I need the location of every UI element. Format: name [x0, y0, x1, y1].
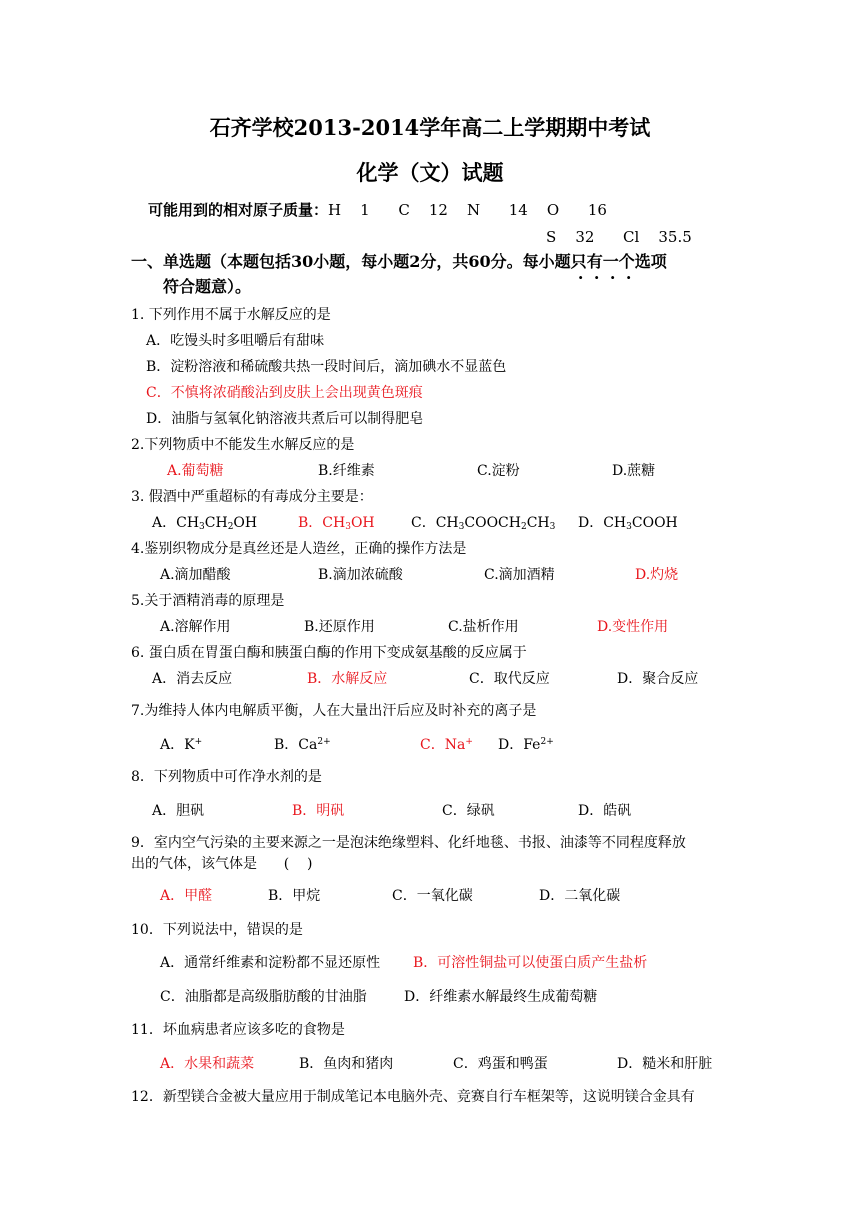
section-heading-text: 一、单选题（本题包括30小题，每小题2分，共60分。每小题 — [131, 252, 571, 271]
q2-option-d: D.蔗糖 — [612, 463, 656, 479]
q1-option-a: A．吃馒头时多咀嚼后有甜味 — [146, 333, 325, 349]
section-heading-emphasis — [571, 252, 635, 271]
q6-option-b: B．水解反应 — [307, 671, 388, 687]
emphasis-char: 只 — [570, 252, 587, 271]
q8-stem: 8．下列物质中可作净水剂的是 — [131, 769, 322, 785]
q10-option-b: B．可溶性铜盐可以使蛋白质产生盐析 — [413, 955, 648, 971]
emphasis-char: 一 — [602, 252, 619, 271]
q3-stem: 3. 假酒中严重超标的有毒成分主要是： — [131, 489, 373, 505]
q11-option-a: A．水果和蔬菜 — [160, 1056, 255, 1072]
q1-option-b: B．淀粉溶液和稀硫酸共热一段时间后，滴加碘水不显蓝色 — [146, 359, 507, 375]
q9-option-a: A．甲醛 — [160, 888, 213, 904]
q9-option-c: C．一氧化碳 — [392, 888, 473, 904]
section-heading — [131, 252, 667, 272]
atomic-mass-values-1: H 1 C 12 N 14 O 16 — [328, 201, 607, 219]
q5-option-c: C.盐析作用 — [448, 619, 519, 635]
q6-option-d: D．聚合反应 — [617, 671, 699, 687]
q4-option-a: A.滴加醋酸 — [160, 567, 231, 583]
q11-option-b: B．鱼肉和猪肉 — [299, 1056, 394, 1072]
page-subtitle: 化学（文）试题 — [356, 160, 504, 185]
atomic-mass-line1 — [148, 201, 607, 219]
atomic-mass-values-2: S 32 Cl 35.5 — [546, 228, 692, 246]
q7-option-c: C．Na+ — [420, 737, 473, 753]
q5-option-b: B.还原作用 — [304, 619, 375, 635]
q3-option-a: A．$CH_3CH_2OH$ — [152, 515, 258, 532]
q8-option-b: B．明矾 — [292, 803, 345, 819]
q1-option-c: C．不慎将浓硝酸沾到皮肤上会出现黄色斑痕 — [146, 385, 423, 401]
q8-option-c: C．绿矾 — [442, 803, 495, 819]
q3-option-b: B．$CH_3OH$ — [298, 515, 375, 532]
q3-option-c: C．$CH_3COOCH_2CH_3$ — [411, 515, 556, 532]
q9-option-b: B．甲烷 — [268, 888, 321, 904]
q6-stem: 6. 蛋白质在胃蛋白酶和胰蛋白酶的作用下变成氨基酸的反应属于 — [131, 645, 527, 661]
q11-stem: 11．坏血病患者应该多吃的食物是 — [131, 1022, 345, 1038]
page-title: 石齐学校2013-2014学年高二上学期期中考试 — [209, 115, 651, 140]
q2-option-c: C.淀粉 — [477, 463, 520, 479]
q2-option-b: B.纤维素 — [318, 463, 375, 479]
q4-stem: 4.鉴别织物成分是真丝还是人造丝，正确的操作方法是 — [131, 541, 467, 557]
q8-option-a: A．胆矾 — [152, 803, 205, 819]
q12-stem: 12．新型镁合金被大量应用于制成笔记本电脑外壳、竞赛自行车框架等，这说明镁合金具有 — [131, 1089, 695, 1105]
q9-stem-line1: 9．室内空气污染的主要来源之一是泡沫绝缘塑料、化纤地毯、书报、油漆等不同程度释放 — [131, 835, 686, 851]
emphasis-char: 个 — [618, 252, 635, 271]
q1-option-d: D．油脂与氢氧化钠溶液共煮后可以制得肥皂 — [146, 411, 424, 427]
q10-option-d: D．纤维素水解最终生成葡萄糖 — [404, 989, 598, 1005]
q5-option-a: A.溶解作用 — [160, 619, 231, 635]
q3-option-d: D．$CH_3COOH$ — [578, 515, 678, 532]
q2-option-a: A.葡萄糖 — [167, 463, 224, 479]
q4-option-c: C.滴加酒精 — [484, 567, 555, 583]
q10-stem: 10．下列说法中，错误的是 — [131, 922, 303, 938]
q7-stem: 7.为维持人体内电解质平衡，人在大量出汗后应及时补充的离子是 — [131, 703, 537, 719]
q11-option-d: D．糙米和肝脏 — [617, 1056, 713, 1072]
q7-option-d: D．$Fe^{2+}$ — [498, 737, 554, 753]
q8-option-d: D．皓矾 — [578, 803, 632, 819]
q9-stem-line2: 出的气体，该气体是 ( ) — [131, 856, 313, 872]
section-heading-tail: 选项 — [634, 252, 667, 271]
q9-option-d: D．二氧化碳 — [539, 888, 621, 904]
q5-option-d: D.变性作用 — [597, 619, 669, 635]
q2-stem: 2.下列物质中不能发生水解反应的是 — [131, 437, 355, 453]
atomic-mass-label: 可能用到的相对原子质量： — [148, 201, 329, 219]
emphasis-char: 有 — [586, 252, 603, 271]
q6-option-a: A．消去反应 — [152, 671, 233, 687]
q1-stem: 1. 下列作用不属于水解反应的是 — [131, 307, 331, 323]
q5-stem: 5.关于酒精消毒的原理是 — [131, 593, 285, 609]
q6-option-c: C．取代反应 — [469, 671, 550, 687]
q7-option-b: B．$Ca^{2+}$ — [274, 737, 331, 753]
q4-option-d: D.灼烧 — [635, 567, 679, 583]
q4-option-b: B.滴加浓硫酸 — [318, 567, 403, 583]
q10-option-c: C．油脂都是高级脂肪酸的甘油脂 — [160, 989, 367, 1005]
section-heading-line2: 符合题意）。 — [163, 277, 252, 296]
q11-option-c: C．鸡蛋和鸭蛋 — [453, 1056, 548, 1072]
q10-option-a: A．通常纤维素和淀粉都不显还原性 — [160, 955, 381, 971]
q7-option-a: A．K+ — [160, 737, 203, 753]
